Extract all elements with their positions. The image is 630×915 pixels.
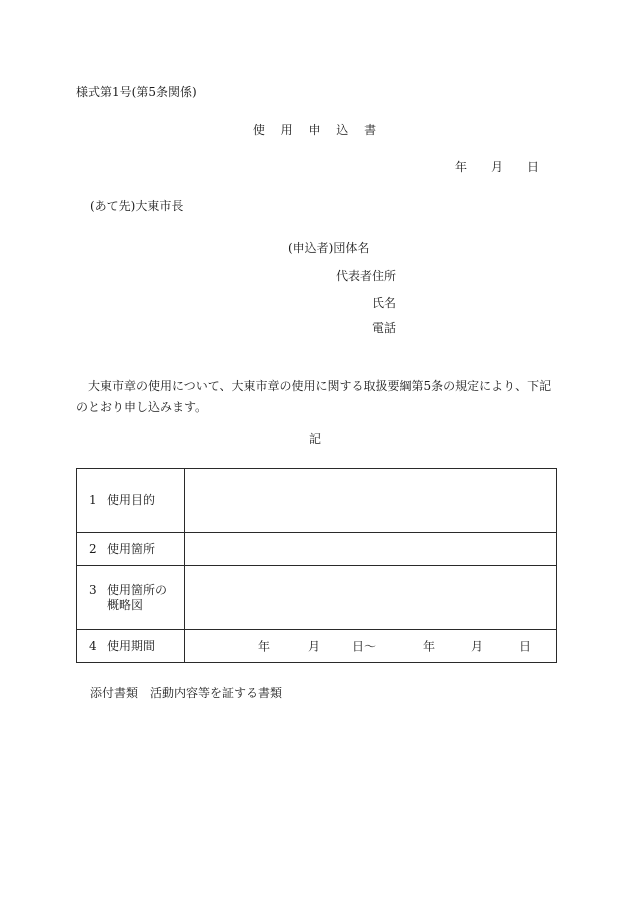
label-cell [77, 533, 185, 566]
period-from-day: 日〜 [352, 639, 377, 654]
document-title: 使 用 申 込 書 [252, 123, 378, 137]
row-label: 使用目的 [107, 493, 156, 507]
application-table [76, 468, 557, 663]
period-to-day: 日 [519, 639, 532, 654]
period-to-month: 月 [471, 639, 484, 654]
row-number: 4 [89, 638, 97, 653]
period-to-year: 年 [423, 639, 436, 654]
date-line [455, 160, 539, 174]
label-cell [77, 469, 185, 533]
ki-heading: 記 [308, 432, 321, 446]
applicant-phone-label: 電話 [372, 321, 397, 335]
row-number: 1 [89, 493, 97, 507]
purpose-field[interactable] [185, 469, 557, 533]
applicant-address-label: 代表者住所 [336, 269, 397, 283]
location-sketch-field[interactable] [185, 566, 557, 630]
row-number: 2 [89, 541, 97, 556]
row-number: 3 [89, 582, 97, 597]
period-field[interactable] [185, 630, 557, 663]
applicant-org-label: (申込者)団体名 [288, 241, 370, 255]
row-label: 使用期間 [107, 638, 156, 653]
table-row [77, 469, 557, 533]
date-month-label: 月 [490, 160, 503, 174]
period-from-month: 月 [308, 639, 321, 654]
table-row [77, 630, 557, 663]
form-number: 様式第1号(第5条関係) [76, 85, 197, 99]
attachments-note: 添付書類 活動内容等を証する書類 [90, 686, 283, 700]
row-label: 使用箇所の概略図 [107, 582, 168, 612]
date-day-label: 日 [526, 160, 539, 174]
period-from-year: 年 [258, 639, 271, 654]
row-label: 使用箇所 [107, 541, 156, 556]
location-field[interactable] [185, 533, 557, 566]
date-year-label: 年 [455, 160, 468, 174]
table-row [77, 533, 557, 566]
request-statement: 大東市章の使用について、大東市章の使用に関する取扱要綱第5条の規定により、下記のとおり申し込みます。 [76, 379, 552, 414]
label-cell [77, 566, 185, 630]
label-cell [77, 630, 185, 663]
applicant-name-label: 氏名 [372, 296, 397, 310]
addressee: (あて先)大東市長 [90, 199, 184, 213]
table-row [77, 566, 557, 630]
